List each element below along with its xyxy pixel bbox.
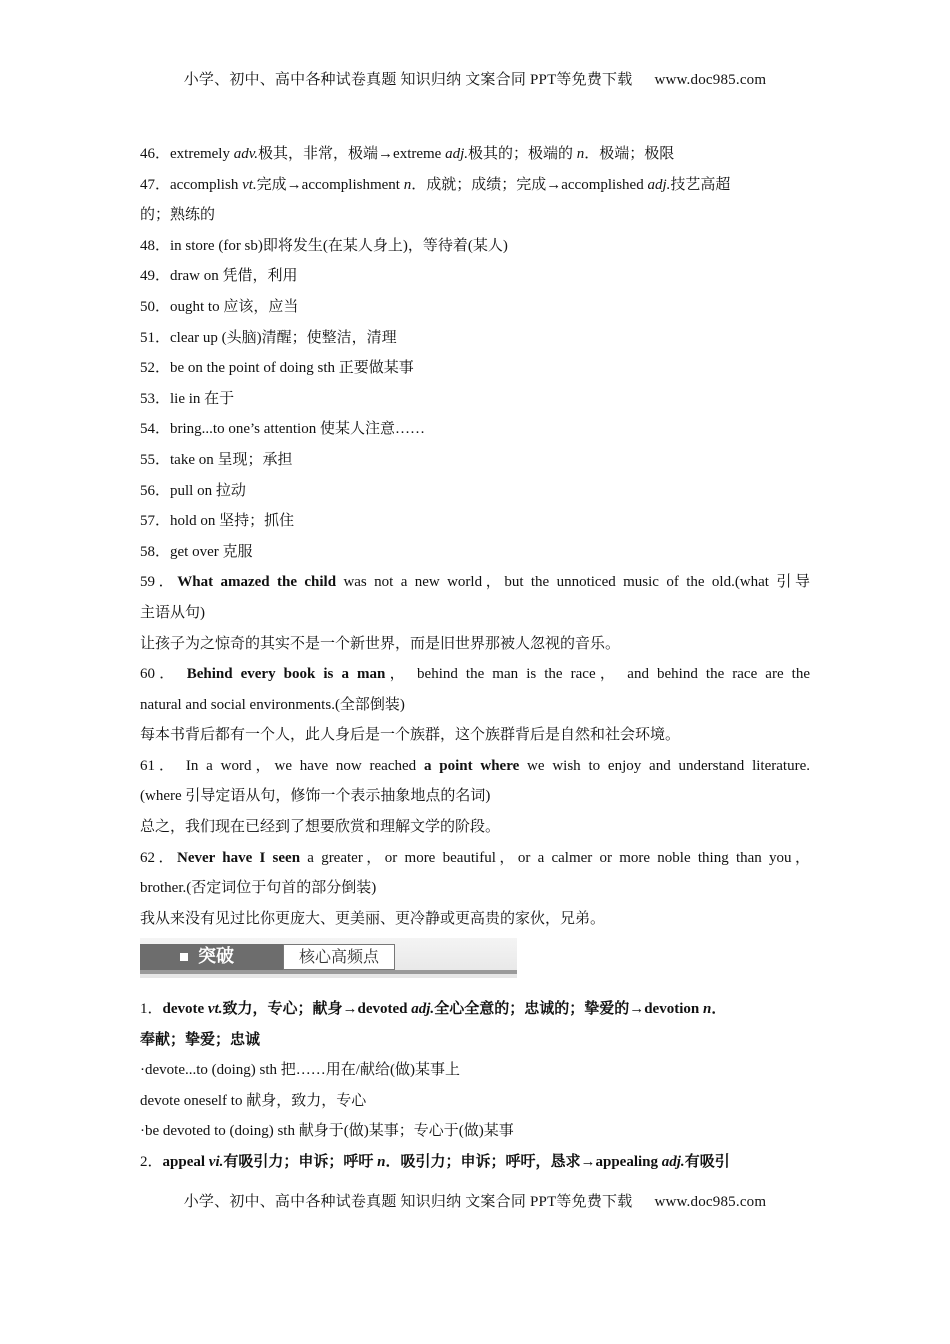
text-segment: we wish to enjoy and understand literature. (519, 757, 810, 774)
text-line (140, 170, 810, 201)
text-segment: 主语从句) (140, 604, 205, 621)
text-segment: 2． (140, 1153, 163, 1170)
text-segment: a point where (423, 757, 520, 774)
text-line (140, 629, 810, 660)
text-segment: 52．be on the point of doing sth 正要做某事 (140, 360, 414, 377)
text-segment: ·devote...to (doing) sth 把……用在/献给(做)某事上 (140, 1062, 460, 1079)
text-segment: 61． In a word，we have now reached (140, 757, 424, 774)
text-segment: 我从来没有见过比你更庞大、更美丽、更冷静或更高贵的家伙，兄弟。 (140, 910, 606, 927)
text-segment: n (377, 1153, 386, 1170)
text-segment: ．极端；极限 (584, 146, 675, 162)
text-line (140, 904, 810, 935)
key-points-list (140, 994, 810, 1178)
text-segment: 49．draw on 凭借，利用 (140, 268, 298, 285)
text-line (140, 659, 810, 690)
text-line (140, 994, 810, 1025)
text-segment: n (702, 1001, 712, 1017)
text-segment: Behind every book is a man (186, 666, 386, 683)
section-banner (140, 938, 517, 978)
text-segment: 总之，我们现在已经到了想要欣赏和理解文学的阶段。 (140, 819, 501, 836)
text-line (140, 323, 810, 354)
text-line (140, 1147, 810, 1178)
text-segment: 1． (140, 1001, 163, 1017)
text-segment: ．吸引力；申诉；呼吁，恳求→ (385, 1153, 596, 1170)
text-line (140, 384, 810, 415)
text-segment: 46．extremely (140, 146, 234, 162)
text-segment: ．成就；成绩；完成→accomplished (411, 176, 648, 193)
text-segment: What amazed the child (177, 574, 337, 591)
text-line (140, 139, 810, 170)
text-line (140, 200, 810, 231)
text-line (140, 720, 810, 751)
text-segment: 极其，非常，极端→extreme (258, 146, 446, 162)
text-segment: ， behind the man is the race， and behind the race are the (385, 666, 810, 683)
text-line (140, 598, 810, 629)
text-segment: 54．bring...to one’s attention 使某人注意…… (140, 421, 425, 438)
footer-text: 小学、初中、高中各种试卷真题 知识归纳 文案合同 PPT等免费下载 (183, 1194, 633, 1210)
text-segment: 60． (140, 666, 187, 683)
text-segment: 53．lie in 在于 (140, 390, 235, 407)
text-line (140, 781, 810, 812)
text-line (140, 1086, 810, 1117)
text-segment: 致力，专心；献身→ (222, 1001, 358, 1017)
text-line (140, 292, 810, 323)
text-line (140, 445, 810, 476)
text-line (140, 414, 810, 445)
text-segment: 极其的；极端的 (468, 146, 577, 162)
text-segment: 58．get over 克服 (140, 543, 253, 560)
text-segment: adv. (233, 146, 259, 162)
text-segment: 有吸引力；申诉；呼吁 (223, 1153, 378, 1170)
text-line (140, 690, 810, 721)
text-segment: 奉献；挚爱；忠诚 (140, 1031, 261, 1048)
text-segment: 62． (140, 849, 177, 866)
text-segment: natural and social environments.(全部倒装) (140, 696, 405, 713)
text-segment: ． (711, 1001, 727, 1017)
footer-url[interactable]: www.doc985.com (654, 1194, 767, 1210)
header-text: 小学、初中、高中各种试卷真题 知识归纳 文案合同 PPT等免费下载 (183, 72, 633, 88)
text-segment: 完成→accomplishment (256, 176, 404, 193)
text-segment: 全心全意的；忠诚的；挚爱的→ (434, 1001, 645, 1017)
text-line (140, 843, 810, 874)
text-line (140, 751, 810, 782)
text-segment: 技艺高超 (670, 176, 731, 193)
page-header (0, 68, 950, 89)
text-segment: adj. (647, 176, 671, 193)
text-line (140, 1055, 810, 1086)
text-segment: adj. (661, 1153, 685, 1170)
square-bullet-icon (180, 953, 188, 961)
text-segment: 57．hold on 坚持；抓住 (140, 513, 295, 530)
text-segment: 47．accomplish (140, 176, 243, 193)
text-line (140, 1116, 810, 1147)
text-line (140, 873, 810, 904)
text-segment: (where 引导定语从句，修饰一个表示抽象地点的名词) (140, 788, 491, 805)
text-segment: vi. (208, 1153, 224, 1170)
text-segment: 59． (140, 574, 178, 591)
banner-label: 突破 (198, 946, 234, 967)
text-line (140, 231, 810, 262)
text-segment: devoted (357, 1001, 412, 1017)
text-segment: n (576, 146, 585, 162)
text-segment: devote (162, 1001, 208, 1017)
text-segment: 每本书背后都有一个人，此人身后是一个族群，这个族群背后是自然和社会环境。 (140, 727, 681, 744)
text-segment: 48．in store (for sb)即将发生(在某人身上)，等待着(某人) (140, 237, 508, 254)
text-segment: appealing (595, 1153, 662, 1170)
header-url[interactable]: www.doc985.com (654, 72, 767, 88)
text-segment: 有吸引 (684, 1153, 730, 1170)
text-segment: 51．clear up (头脑)清醒；使整洁，清理 (140, 329, 397, 346)
text-segment: 让孩子为之惊奇的其实不是一个新世界，而是旧世界那被人忽视的音乐。 (140, 635, 621, 652)
text-line (140, 353, 810, 384)
text-segment: brother.(否定词位于句首的部分倒装) (140, 880, 377, 897)
text-segment: appeal (162, 1153, 209, 1170)
text-segment: 的；熟练的 (140, 207, 216, 224)
text-line (140, 1025, 810, 1056)
text-segment: adj. (445, 146, 469, 162)
text-segment: devote oneself to 献身，致力，专心 (140, 1092, 367, 1109)
banner-label-box (140, 944, 283, 970)
text-segment: Never have I seen (176, 849, 301, 866)
text-segment: 50．ought to 应该，应当 (140, 298, 299, 315)
text-segment: vt. (207, 1001, 223, 1017)
banner-tab: 核心高频点 (283, 944, 395, 970)
text-segment: vt. (242, 176, 257, 193)
text-segment: ·be devoted to (doing) sth 献身于(做)某事；专心于(做)某事 (140, 1123, 514, 1140)
phrase-list (140, 139, 810, 934)
text-line (140, 506, 810, 537)
text-line (140, 476, 810, 507)
text-segment: was not a new world，but the unnoticed music of the old.(what 引导 (336, 574, 810, 591)
text-segment: n (403, 176, 412, 193)
text-line (140, 537, 810, 568)
page-footer (0, 1190, 950, 1211)
text-line (140, 812, 810, 843)
text-segment: a greater，or more beautiful，or a calmer or more noble thing than you， (300, 849, 810, 866)
banner-underline (140, 970, 517, 974)
text-segment: 56．pull on 拉动 (140, 482, 246, 499)
text-segment: adj. (411, 1001, 435, 1017)
text-segment: devotion (644, 1001, 703, 1017)
text-line (140, 567, 810, 598)
text-segment: 55．take on 呈现；承担 (140, 451, 293, 468)
text-line (140, 261, 810, 292)
